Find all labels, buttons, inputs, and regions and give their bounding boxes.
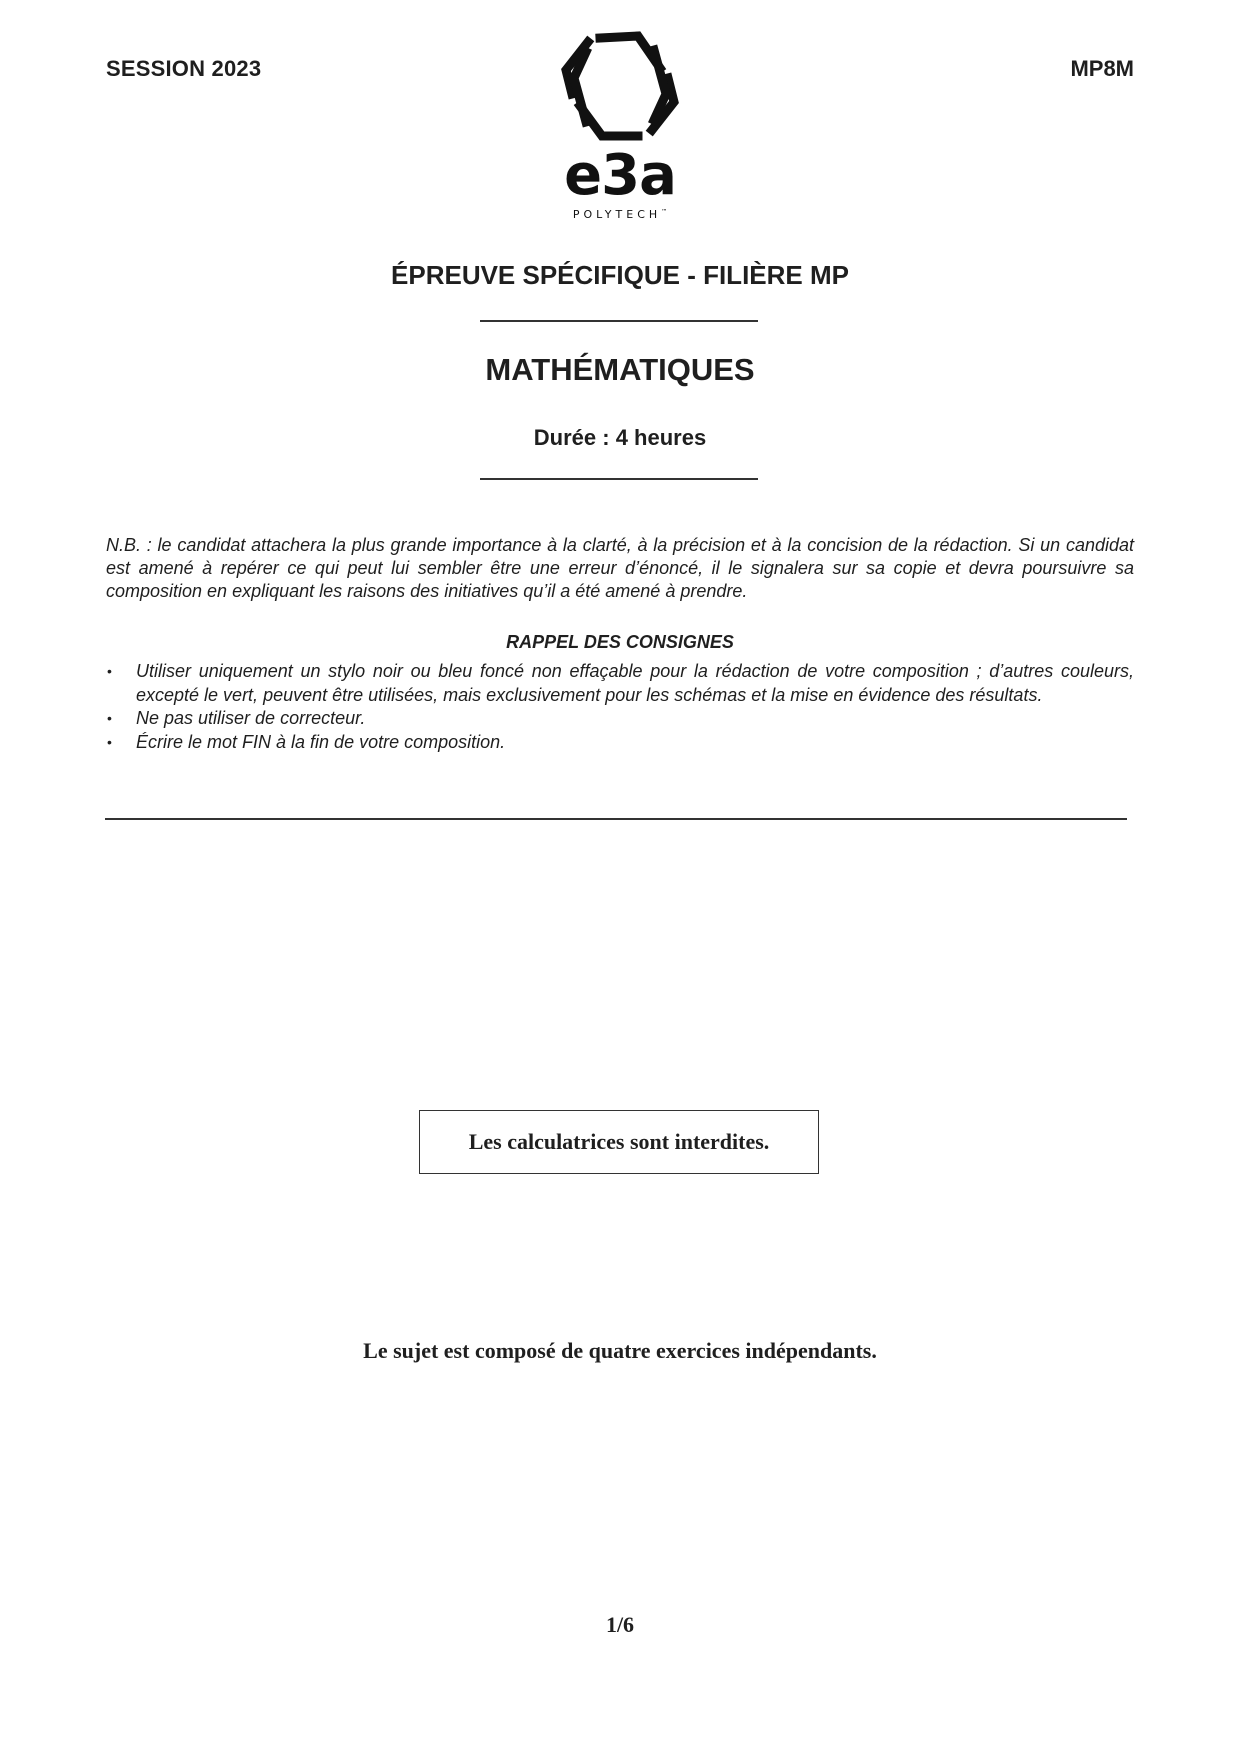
subject-title: MATHÉMATIQUES <box>485 352 755 387</box>
session-label: SESSION 2023 <box>106 56 262 81</box>
consigne-text: Ne pas utiliser de correcteur. <box>136 708 366 728</box>
calculator-notice-box <box>419 1110 819 1174</box>
bullet-icon: • <box>107 663 112 679</box>
logo-subtitle: POLYTECH™ <box>572 208 668 221</box>
consigne-text: Écrire le mot FIN à la fin de votre composition. <box>136 731 506 752</box>
bullet-icon: • <box>107 733 112 750</box>
section-divider <box>105 818 1127 820</box>
title-divider <box>480 320 758 322</box>
bullet-icon: • <box>107 710 112 726</box>
duration-divider <box>480 478 758 480</box>
consignes-list <box>106 660 1134 754</box>
consigne-item <box>106 731 1134 755</box>
exam-code: MP8M <box>1070 56 1134 81</box>
duration-label: Durée : 4 heures <box>533 425 707 450</box>
consigne-item <box>106 660 1134 707</box>
e3a-polytech-logo <box>556 30 684 225</box>
exam-title: ÉPREUVE SPÉCIFIQUE - FILIÈRE MP <box>391 260 849 290</box>
subject-composition-notice: Le sujet est composé de quatre exercices indépendants. <box>363 1338 877 1363</box>
page-number: 1/6 <box>605 1612 635 1637</box>
logo-wordmark: e3a <box>564 143 676 208</box>
consigne-text: Utiliser uniquement un stylo noir ou bleu foncé non effaçable pour la rédaction de votre composition ; d’autres couleurs, excepté le vert, peuvent être utilisées, mais exclusivement pour les schémas et la mise en évidence des résultats. <box>136 661 1134 705</box>
notice-paragraph: N.B. : le candidat attachera la plus grande importance à la clarté, à la précision et à la concision de la rédaction. Si un candidat est amené à repérer ce qui peut lui sembler être une erreur d’énoncé, il le signalera sur sa copie et devra poursuivre sa composition en expliquant les raisons des initiatives qu’il a été amené à prendre. <box>106 535 1134 601</box>
consigne-item <box>106 707 1134 731</box>
rappel-heading: RAPPEL DES CONSIGNES <box>506 632 734 652</box>
calculator-notice: Les calculatrices sont interdites. <box>468 1129 770 1154</box>
e3a-ring-icon <box>556 30 684 142</box>
